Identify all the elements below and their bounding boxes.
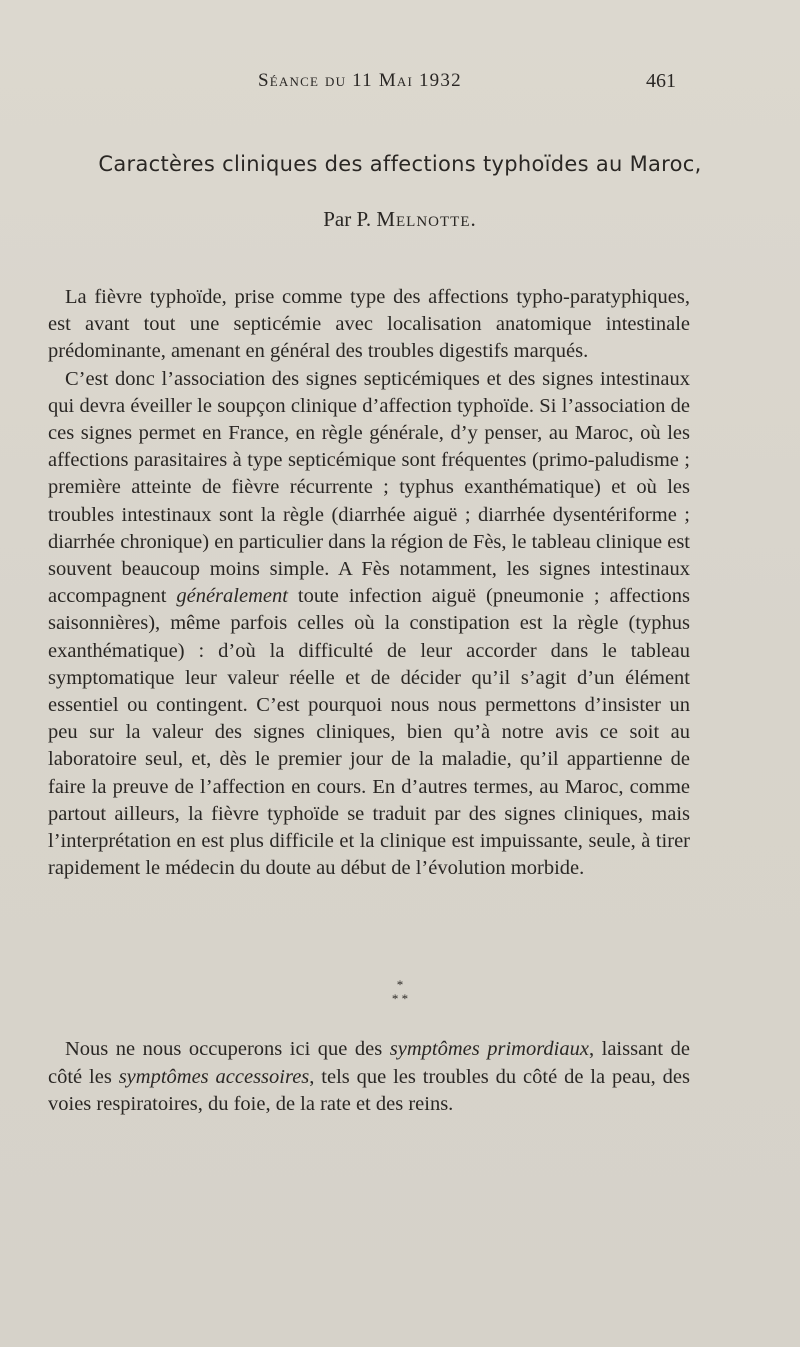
separator-bottom-stars: * * (391, 991, 409, 1006)
paragraph-2-part-b: toute infection aiguë (pneumonie ; affections saisonnières), même parfois celles où la constipation est la règle (typhus exanthématique) : d’où la difficulté de leur accorder dans le tableau symptomatique leur valeur réelle et de décider qu’il s’agit d’un élément essentiel ou contingent. C’est pourquoi nous nous permettons d’insister un peu sur la valeur des signes cliniques, bien qu’à notre avis ce soit au laboratoire seul, et, dès le premier jour de la maladie, qu’il appartienne de faire la preuve de l’affection en cours. En d’autres termes, au Maroc, comme partout ailleurs, la fièvre typhoïde se traduit par des signes cliniques, mais l’interprétation en est plus difficile et la clinique est impuissante, seule, à tirer rapidement le médecin du doute au début de l’évolution morbide. (48, 585, 691, 880)
closing-emphasis-1: symptômes primordiaux (389, 1038, 589, 1060)
closing-part-b: , laissant de côté les (48, 1038, 690, 1088)
paragraph-2-emphasis: généralement (176, 585, 288, 608)
separator-top-star: * (396, 977, 404, 992)
paragraph-2-part-a: C’est donc l’association des signes septicémiques et des signes intestinaux qui devra éveiller le soupçon clinique d’affection typhoïde. Si l’association de ces signes permet en France, en règle générale, d’y penser, au Maroc, où les affections parasitaires à type septicémique sont fréquentes (primo-paludisme ; première atteinte de fièvre récurrente ; typhus exanthématique) et où les troubles intestinaux sont la règle (diarrhée aiguë ; diarrhée dysentériforme ; diarrhée chronique) en particulier dans la région de Fès, le tableau clinique est souvent beaucoup moins simple. A Fès notamment, les signes intestinaux accompagnent (48, 367, 690, 608)
page-number: 461 (646, 70, 676, 92)
running-title: Séance du 11 Mai 1932 (258, 70, 462, 91)
closing-paragraph (48, 1036, 690, 1119)
article-body (48, 284, 690, 882)
closing-part-a: Nous ne nous occuperons ici que des (65, 1038, 390, 1060)
byline-prefix: Par P. (323, 207, 377, 231)
closing-part-c: , tels que les troubles du côté de la peau, des voies respiratoires, du foie, de la rate et des reins. (48, 1065, 690, 1115)
running-header (0, 70, 800, 98)
section-separator (0, 978, 800, 1006)
paragraph-2 (48, 366, 690, 883)
closing-emphasis-2: symptômes accessoires (118, 1065, 310, 1088)
article-title: Caractères cliniques des affections typhoïdes au Maroc, (98, 152, 702, 176)
byline (0, 207, 800, 232)
author-name: Melnotte. (376, 207, 477, 231)
paragraph-1: La fièvre typhoïde, prise comme type des affections typho-paratyphiques, est avant tout une septicémie avec localisation anatomique intestinale prédominante, amenant en général des troubles digestifs marqués. (48, 286, 690, 363)
